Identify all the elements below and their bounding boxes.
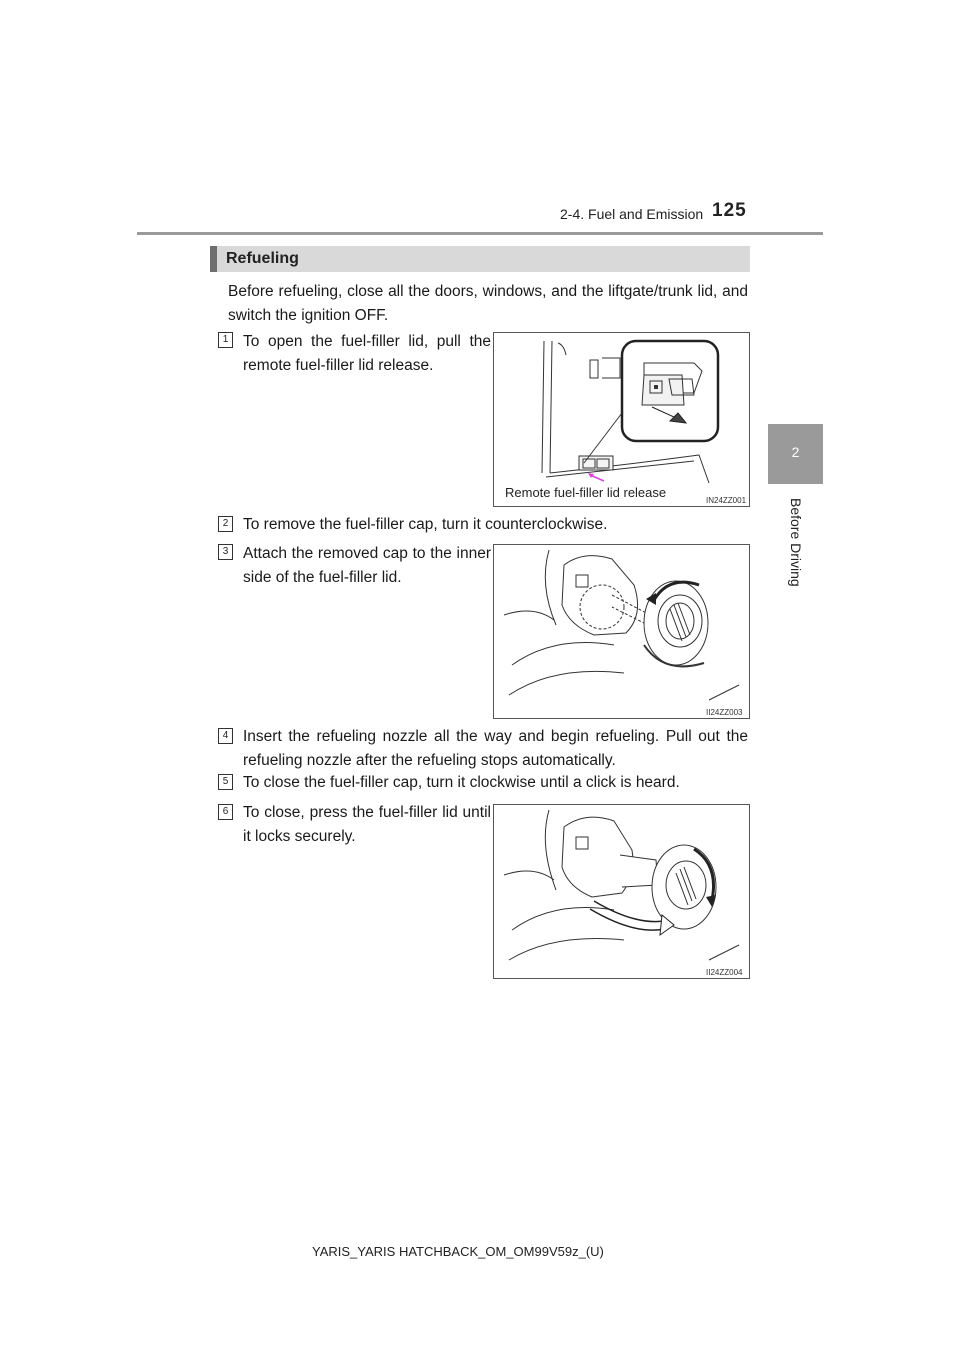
step-number-1: 1 bbox=[218, 332, 233, 348]
step-number-6: 6 bbox=[218, 804, 233, 820]
section-heading-text: Refueling bbox=[226, 250, 299, 267]
step-number-5: 5 bbox=[218, 774, 233, 790]
intro-paragraph: Before refueling, close all the doors, windows, and the liftgate/trunk lid, and switch the ignition OFF. bbox=[228, 283, 748, 324]
step-number-2: 2 bbox=[218, 516, 233, 532]
section-heading-bar bbox=[210, 246, 217, 272]
figure-code-1: IN24ZZ001 bbox=[706, 496, 747, 505]
header-rule bbox=[137, 232, 823, 235]
page-number: 125 bbox=[712, 200, 747, 221]
step-text-2: To remove the fuel-filler cap, turn it counterclockwise. bbox=[243, 516, 608, 533]
chapter-number: 2 bbox=[791, 444, 800, 460]
figure-cap-removed bbox=[493, 544, 750, 719]
step-text-5: To close the fuel-filler cap, turn it clockwise until a click is heard. bbox=[243, 774, 680, 791]
figure-code-3: II24ZZ004 bbox=[706, 968, 743, 977]
figure-remote-release bbox=[493, 332, 750, 507]
cap-removed-illustration bbox=[494, 545, 750, 719]
footer-doc-id: YARIS_YARIS HATCHBACK_OM_OM99V59z_(U) bbox=[312, 1244, 604, 1259]
step-text-6: To close, press the fuel-filler lid until it locks securely. bbox=[243, 804, 491, 845]
figure-lid-close bbox=[493, 804, 750, 979]
step-text-4: Insert the refueling nozzle all the way and begin refueling. Pull out the refueling nozzle after the refueling stops automatically. bbox=[243, 728, 748, 769]
header-section-title: 2-4. Fuel and Emission bbox=[560, 206, 704, 222]
step-text-3: Attach the removed cap to the inner side of the fuel-filler lid. bbox=[243, 545, 491, 586]
section-heading bbox=[210, 246, 750, 272]
step-number-4: 4 bbox=[218, 728, 233, 744]
step-number-3: 3 bbox=[218, 544, 233, 560]
remote-release-illustration bbox=[494, 333, 750, 507]
step-text-1: To open the fuel-filler lid, pull the remote fuel-filler lid release. bbox=[243, 333, 491, 374]
lid-close-illustration bbox=[494, 805, 750, 979]
figure-caption-remote-release: Remote fuel-filler lid release bbox=[505, 485, 667, 500]
chapter-title: Before Driving bbox=[788, 498, 804, 587]
figure-code-2: II24ZZ003 bbox=[706, 708, 743, 717]
